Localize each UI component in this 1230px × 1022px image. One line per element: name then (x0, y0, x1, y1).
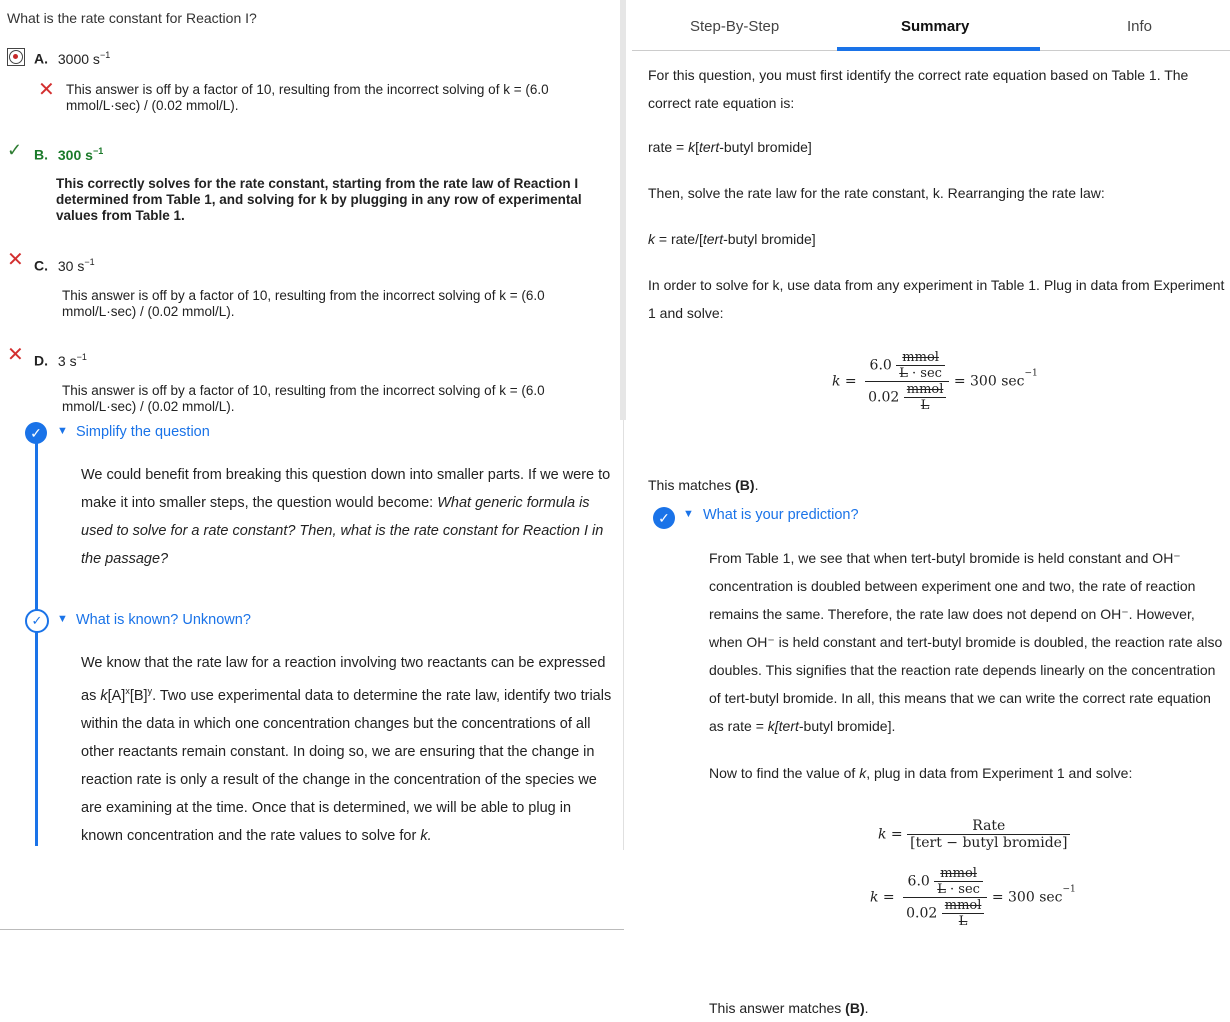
num-value: 6.0 (869, 357, 892, 374)
rate-constant-equation-2 (870, 866, 1076, 929)
option-answer: 3000 s (57, 50, 100, 67)
math-numerator (865, 350, 949, 381)
option-b[interactable] (34, 146, 103, 163)
unit-l: L (920, 398, 930, 413)
simplify-body (81, 461, 616, 573)
caret-down-icon[interactable]: ▼ (683, 508, 694, 520)
option-letter: C. (34, 257, 48, 274)
math-numerator (903, 866, 987, 897)
option-sup: −1 (84, 257, 95, 267)
matches-text: This matches (B). (648, 477, 759, 493)
eq-text: = rate/[ (655, 231, 703, 247)
known-body: We know that the rate law for a reaction involving two reactants can be expressed as $k[A]^x[B]^y$. Two use experimental data to determine the rate law, identify two trials within the data in which one concentration changes but the concentrations of all other reactants remain constant. In doing so, we are ensuring that the change in reaction rate is only a result of the change in the concentration of the species we are examining at the time. Once that is determined, we will be able to plug in known concentration and the rate values to solve for k. (81, 655, 612, 844)
math-fraction (865, 350, 949, 413)
known-body-text-2: . Two use experimental data to determine the rate law, identify two trials within the data in which one concentration changes but the concentrations of all other reactants remain constant. In doing so, we are ensuring that the change in reaction rate is only a result of the change in the concentration of the species we are examining at the time. Once that is determined, we will be able to plug in known concentration and the rate values to solve for (81, 687, 612, 844)
simplify-question-toggle[interactable]: Simplify the question (76, 424, 210, 440)
den-value: 0.02 (906, 905, 938, 922)
solve-paragraph: Then, solve the rate law for the rate constant, k. Rearranging the rate law: (648, 185, 1105, 201)
find-k-k: k (859, 765, 867, 781)
question-text: What is the rate constant for Reaction I? (7, 10, 257, 26)
option-letter: A. (34, 50, 48, 67)
find-k-post: , plug in data from Experiment 1 and solve: (866, 765, 1133, 781)
incorrect-x-icon: ✕ (7, 249, 24, 271)
unit-mmol: mmol (906, 382, 944, 397)
rate-equation (648, 133, 812, 161)
simplify-body-text: We could benefit from breaking this question down into smaller parts. If we were to make it into smaller steps, the question would become: (81, 467, 611, 511)
rate-over-bracket-equation (878, 818, 1070, 851)
tab-step-by-step[interactable]: Step-By-Step (690, 18, 780, 35)
unit-fraction (934, 866, 983, 897)
math-fraction (907, 818, 1070, 851)
divider (0, 929, 624, 930)
option-sup: −1 (92, 146, 104, 156)
option-sup: −1 (99, 50, 111, 60)
known-body-end: k. (420, 827, 432, 844)
eq-rest: -butyl bromide] (723, 231, 816, 247)
option-letter: D. (34, 352, 48, 369)
unit-mmol: mmol (944, 898, 982, 913)
den-value: 0.02 (868, 389, 900, 406)
simplify-body-italic: What generic formula is used to solve for a rate constant? Then, what is the rate constant for Reaction I in the passage? (81, 495, 604, 567)
math-bracket: [tert − butyl bromide] (910, 835, 1068, 851)
rate-constant-equation (832, 350, 1038, 413)
eq-k: k (648, 231, 655, 247)
final-answer: (B) (845, 1000, 865, 1016)
option-b-explanation: This correctly solves for the rate constant, starting from the rate law of Reaction I determined from Table 1, and solving for k by plugging in any row of experimental values from Table 1. (56, 176, 582, 223)
check-circle-outline-icon: ✓ (25, 609, 49, 633)
eq-tert: tert (702, 231, 724, 247)
prediction-toggle[interactable]: What is your prediction? (703, 507, 859, 523)
active-tab-indicator (837, 47, 1040, 51)
rearranged-equation (648, 225, 816, 253)
incorrect-x-icon: ✕ (38, 79, 55, 101)
radio-selected-icon (9, 50, 23, 64)
option-d[interactable] (34, 352, 87, 369)
math-result: = 300 sec (991, 889, 1063, 906)
option-letter: B. (34, 146, 48, 163)
scrollbar[interactable] (620, 0, 626, 420)
check-circle-filled-icon: ✓ (653, 507, 675, 529)
option-answer: 30 s (57, 257, 85, 274)
unit-l: L (958, 914, 968, 929)
math-result-sup: −1 (1062, 884, 1076, 895)
option-answer: 300 s (57, 146, 93, 163)
tab-summary[interactable]: Summary (901, 18, 970, 35)
progress-line (35, 432, 38, 846)
prediction-tert: [tert (774, 718, 799, 734)
eq-bracket: [ (695, 139, 699, 155)
unit-sec: · sec (912, 366, 942, 381)
option-sup: −1 (76, 352, 87, 362)
num-value: 6.0 (907, 873, 930, 890)
prediction-k: k (767, 718, 775, 734)
unit-fraction (904, 382, 947, 413)
math-result-sup: −1 (1024, 368, 1038, 379)
math-denominator (865, 382, 949, 413)
option-c-explanation: This answer is off by a factor of 10, resulting from the incorrect solving of k = (6.0 mmol/L·sec) / (0.02 mmol/L). (62, 288, 545, 319)
math-k: k = (870, 889, 895, 906)
final-answer-text: This answer matches (B). (709, 1000, 869, 1016)
correct-check-icon: ✓ (7, 140, 23, 160)
math-denominator (903, 898, 987, 929)
option-c[interactable] (34, 257, 95, 274)
solution-pane (632, 0, 1230, 1020)
known-body-text: We know that the rate law for a reaction involving two reactants can be expressed as (81, 655, 606, 704)
incorrect-x-icon: ✕ (7, 344, 24, 366)
unit-fraction (896, 350, 945, 381)
plug-in-paragraph: In order to solve for k, use data from any experiment in Table 1. Plug in data from Experiment 1 and solve: (648, 277, 1225, 321)
eq-rest: -butyl bromide] (719, 139, 812, 155)
find-k-pre: Now to find the value of (709, 765, 860, 781)
option-a-explanation: This answer is off by a factor of 10, resulting from the incorrect solving of k = (6.0 mmol/L·sec) / (0.02 mmol/L). (66, 82, 549, 113)
caret-down-icon[interactable]: ▼ (57, 613, 68, 625)
unit-mmol: mmol (902, 350, 939, 365)
known-unknown-toggle[interactable]: What is known? Unknown? (76, 612, 251, 628)
unit-l: L (899, 366, 908, 381)
eq-k: k (688, 139, 696, 155)
tab-info[interactable]: Info (1127, 18, 1153, 35)
unit-fraction (942, 898, 985, 929)
pane-divider (623, 420, 624, 850)
unit-sec: · sec (950, 882, 980, 897)
matches-answer: (B) (735, 477, 755, 493)
eq-tert: tert (698, 139, 720, 155)
option-d-explanation: This answer is off by a factor of 10, resulting from the incorrect solving of k = (6.0 mmol/L·sec) / (0.02 mmol/L). (62, 383, 545, 414)
option-answer: 3 s (57, 352, 77, 369)
option-a[interactable] (34, 50, 110, 67)
final-label: This answer matches (709, 1000, 846, 1016)
find-k-text (709, 759, 1132, 787)
math-fraction (903, 866, 987, 929)
math-k: k = (832, 373, 857, 390)
unit-mmol: mmol (940, 866, 977, 881)
math-rate: Rate (972, 818, 1006, 834)
prediction-body (709, 544, 1227, 740)
math-result: = 300 sec (953, 373, 1025, 390)
eq-text: rate = (648, 139, 689, 155)
math-k: k = (878, 826, 903, 843)
prediction-text: From Table 1, we see that when tert-butyl bromide is held constant and OH⁻ concentration is doubled between experiment one and two, the rate of reaction remains the same. Therefore, the rate law does not depend on OH⁻. However, when OH⁻ is held constant and tert-butyl bromide is doubled, the reaction rate also doubles. This signifies that the reaction rate depends linearly on the concentration of tert-butyl bromide. In all, this means that we can write the correct rate equation as rate = (709, 550, 1223, 734)
prediction-end: -butyl bromide]. (798, 718, 896, 734)
caret-down-icon[interactable]: ▼ (57, 425, 68, 437)
selected-answer-box[interactable] (7, 48, 25, 66)
unit-l: L (937, 882, 946, 897)
matches-label: This matches (648, 477, 736, 493)
check-circle-filled-icon: ✓ (25, 422, 47, 444)
intro-paragraph: For this question, you must first identify the correct rate equation based on Table 1. The correct rate equation is: (648, 67, 1189, 111)
